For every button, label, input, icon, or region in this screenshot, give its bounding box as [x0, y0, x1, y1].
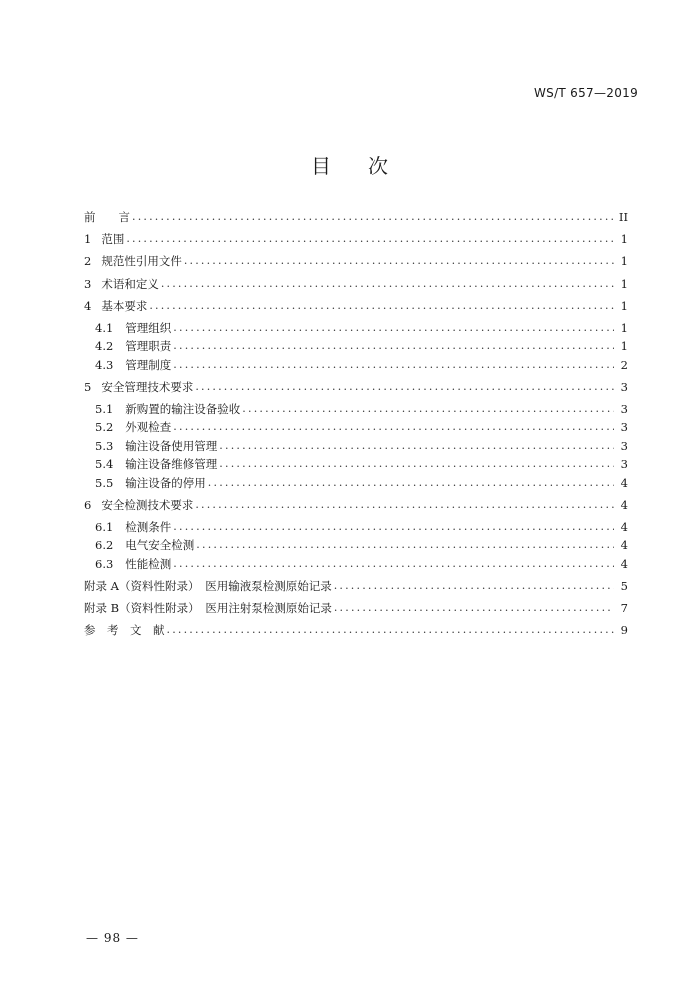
toc-entry-label — [95, 337, 173, 355]
toc-entry-number: 5.4 — [95, 457, 114, 472]
toc-entry-page: 4 — [620, 520, 628, 535]
toc-entry-label — [95, 474, 208, 492]
toc-entry-5-4[interactable] — [84, 455, 628, 473]
toc-entry-title: 检测条件 — [125, 520, 172, 535]
toc-entry-number: 5 — [84, 379, 92, 394]
toc-entry-label — [84, 252, 184, 270]
dot-leader — [173, 319, 614, 337]
toc-entry-label — [95, 455, 219, 473]
toc-entry-page: 3 — [620, 438, 628, 453]
table-of-contents — [84, 208, 628, 640]
toc-entry-number: 4 — [84, 298, 92, 313]
toc-entry-title: 电气安全检测 — [125, 538, 195, 553]
toc-entry-6[interactable] — [84, 496, 628, 514]
toc-entry-1[interactable] — [84, 230, 628, 248]
toc-entry-4-1[interactable] — [84, 319, 628, 337]
toc-entry-number: 2 — [84, 254, 92, 269]
toc-entry-number: 6.1 — [95, 520, 114, 535]
toc-entry-title: 输注设备维修管理 — [125, 457, 218, 472]
dot-leader — [173, 555, 614, 573]
page-number: — 98 — — [86, 931, 139, 945]
toc-entry-page: 3 — [620, 402, 628, 417]
toc-entry-page: 1 — [620, 320, 628, 335]
toc-entry-label — [84, 496, 195, 514]
toc-entry-page: 1 — [620, 232, 628, 247]
toc-entry-4-3[interactable] — [84, 356, 628, 374]
toc-entry-5-1[interactable] — [84, 400, 628, 418]
dot-leader — [219, 437, 614, 455]
toc-entry-label — [95, 437, 219, 455]
dot-leader — [173, 356, 614, 374]
dot-leader — [195, 496, 614, 514]
toc-entry-page: 7 — [620, 601, 628, 616]
toc-entry-page: 4 — [620, 538, 628, 553]
dot-leader — [126, 230, 614, 248]
toc-entry-label — [95, 356, 173, 374]
toc-entry-title: 管理制度 — [125, 357, 172, 372]
dot-leader — [132, 208, 614, 226]
toc-entry-5[interactable] — [84, 378, 628, 396]
toc-entry-label — [95, 418, 173, 436]
toc-entry-title: 管理职责 — [125, 339, 172, 354]
toc-entry-number: 4.1 — [95, 320, 114, 335]
toc-entry-5-2[interactable] — [84, 418, 628, 436]
toc-entry-label — [95, 536, 196, 554]
toc-entry-label — [95, 319, 173, 337]
toc-entry-label — [84, 599, 334, 617]
toc-entry-number: 4.3 — [95, 357, 114, 372]
toc-entry-5-3[interactable] — [84, 437, 628, 455]
toc-entry-title: 规范性引用文件 — [101, 254, 182, 269]
toc-entry-6-1[interactable] — [84, 518, 628, 536]
toc-entry-label — [84, 378, 195, 396]
toc-entry-foreword[interactable] — [84, 208, 628, 226]
toc-entry-title: 外观检查 — [125, 420, 172, 435]
toc-entry-page: 4 — [620, 556, 628, 571]
toc-entry-label — [95, 518, 173, 536]
toc-entry-page: 3 — [620, 420, 628, 435]
toc-entry-title: 参 考 文 献 — [84, 623, 165, 638]
dot-leader — [173, 337, 614, 355]
toc-entry-3[interactable] — [84, 275, 628, 293]
toc-entry-title: 范围 — [101, 232, 125, 247]
toc-entry-page: 9 — [620, 623, 628, 638]
toc-entry-2[interactable] — [84, 252, 628, 270]
toc-entry-number: 4.2 — [95, 339, 114, 354]
toc-entry-page: 3 — [620, 457, 628, 472]
toc-entry-page: 2 — [620, 357, 628, 372]
toc-entry-4-2[interactable] — [84, 337, 628, 355]
toc-entry-label — [84, 230, 126, 248]
toc-entry-page: 1 — [620, 276, 628, 291]
dot-leader — [219, 455, 614, 473]
page-title — [0, 150, 700, 179]
dot-leader — [196, 536, 614, 554]
toc-entry-number: 6.3 — [95, 556, 114, 571]
page-title-char-2: 次 — [368, 154, 389, 178]
toc-entry-title: 附录 A（资料性附录） 医用输液泵检测原始记录 — [84, 578, 332, 593]
toc-entry-title: 新购置的输注设备验收 — [125, 402, 241, 417]
toc-entry-number: 5.1 — [95, 402, 114, 417]
toc-entry-references[interactable] — [84, 621, 628, 639]
toc-entry-page: 4 — [620, 475, 628, 490]
toc-entry-number: 5.3 — [95, 438, 114, 453]
toc-entry-title: 输注设备使用管理 — [125, 438, 218, 453]
toc-entry-title: 附录 B（资料性附录） 医用注射泵检测原始记录 — [84, 601, 332, 616]
toc-entry-page: 1 — [620, 298, 628, 313]
toc-entry-title: 性能检测 — [125, 556, 172, 571]
toc-entry-page: 5 — [620, 578, 628, 593]
toc-entry-page: 4 — [620, 497, 628, 512]
dot-leader — [242, 400, 614, 418]
standard-number: WS/T 657—2019 — [533, 86, 638, 100]
dot-leader — [208, 474, 614, 492]
toc-entry-number: 6.2 — [95, 538, 114, 553]
toc-entry-number: 3 — [84, 276, 92, 291]
toc-entry-title: 基本要求 — [101, 298, 148, 313]
page-title-char-1: 目 — [311, 154, 332, 178]
toc-entry-title: 术语和定义 — [101, 276, 159, 291]
toc-entry-label — [95, 555, 173, 573]
dot-leader — [184, 252, 614, 270]
toc-entry-number: 6 — [84, 497, 92, 512]
toc-entry-label — [95, 400, 242, 418]
dot-leader — [167, 621, 615, 639]
toc-entry-6-2[interactable] — [84, 536, 628, 554]
dot-leader — [195, 378, 614, 396]
toc-entry-title: 前 言 — [84, 209, 130, 224]
toc-entry-label — [84, 621, 167, 639]
toc-entry-number: 1 — [84, 232, 92, 247]
dot-leader — [334, 599, 614, 617]
toc-entry-title: 管理组织 — [125, 320, 172, 335]
dot-leader — [161, 275, 614, 293]
dot-leader — [149, 297, 614, 315]
toc-entry-4[interactable] — [84, 297, 628, 315]
dot-leader — [173, 418, 614, 436]
toc-entry-label — [84, 208, 132, 226]
toc-entry-page: II — [618, 209, 628, 224]
toc-entry-title: 安全检测技术要求 — [101, 497, 194, 512]
toc-entry-number: 5.2 — [95, 420, 114, 435]
toc-entry-page: 3 — [620, 379, 628, 394]
toc-entry-label — [84, 297, 149, 315]
toc-entry-title: 安全管理技术要求 — [101, 379, 194, 394]
toc-entry-5-5[interactable] — [84, 474, 628, 492]
toc-entry-page: 1 — [620, 339, 628, 354]
toc-entry-appendix-a[interactable] — [84, 577, 628, 595]
toc-entry-6-3[interactable] — [84, 555, 628, 573]
dot-leader — [334, 577, 614, 595]
toc-entry-page: 1 — [620, 254, 628, 269]
toc-entry-appendix-b[interactable] — [84, 599, 628, 617]
toc-entry-title: 输注设备的停用 — [125, 475, 206, 490]
toc-entry-label — [84, 577, 334, 595]
toc-entry-number: 5.5 — [95, 475, 114, 490]
dot-leader — [173, 518, 614, 536]
toc-entry-label — [84, 275, 161, 293]
